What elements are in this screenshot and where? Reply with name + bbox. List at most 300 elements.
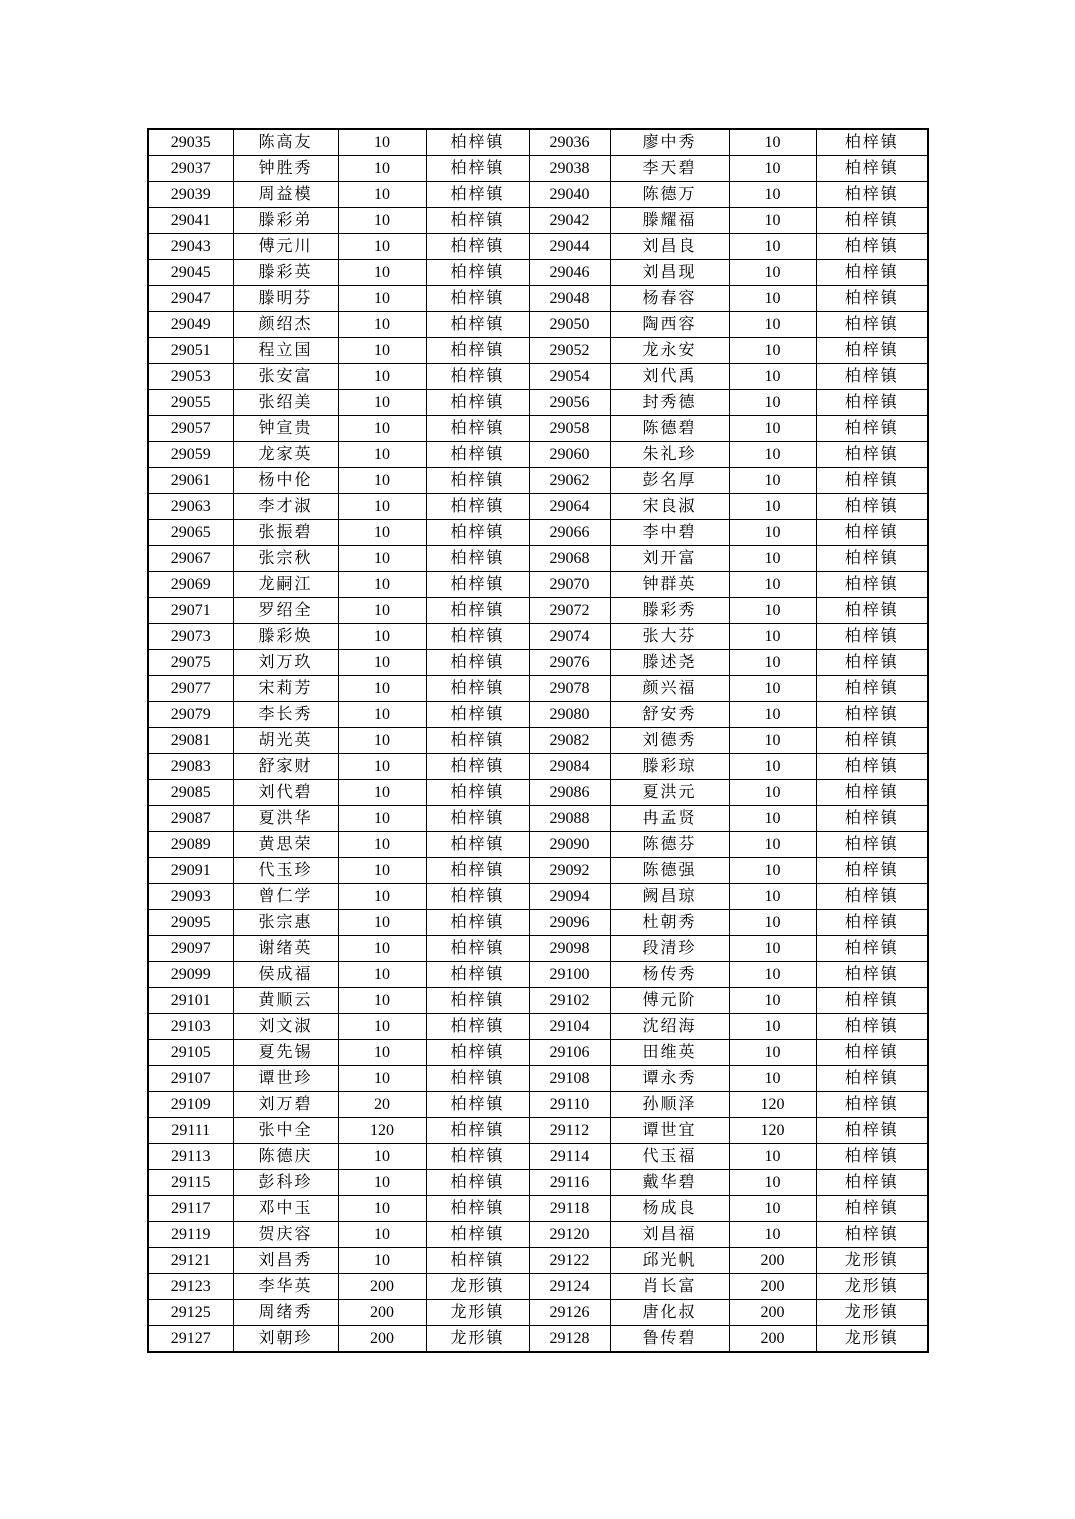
table-row (148, 988, 928, 1014)
name-cell: 滕述尧 (610, 650, 729, 676)
amount-cell: 10 (338, 1040, 426, 1066)
name-cell: 李华英 (233, 1274, 338, 1300)
town-cell: 柏梓镇 (816, 962, 928, 988)
amount-cell: 200 (729, 1326, 816, 1353)
id-cell: 29080 (529, 702, 610, 728)
id-cell: 29088 (529, 806, 610, 832)
town-cell: 柏梓镇 (426, 1118, 529, 1144)
amount-cell: 10 (729, 1222, 816, 1248)
name-cell: 舒家财 (233, 754, 338, 780)
id-cell: 29038 (529, 156, 610, 182)
table-row (148, 1014, 928, 1040)
id-cell: 29079 (148, 702, 233, 728)
id-cell: 29123 (148, 1274, 233, 1300)
amount-cell: 10 (338, 208, 426, 234)
town-cell: 柏梓镇 (426, 780, 529, 806)
town-cell: 柏梓镇 (816, 754, 928, 780)
id-cell: 29082 (529, 728, 610, 754)
name-cell: 周绪秀 (233, 1300, 338, 1326)
town-cell: 柏梓镇 (426, 520, 529, 546)
amount-cell: 10 (729, 1040, 816, 1066)
name-cell: 李长秀 (233, 702, 338, 728)
name-cell: 胡光英 (233, 728, 338, 754)
town-cell: 柏梓镇 (426, 442, 529, 468)
id-cell: 29119 (148, 1222, 233, 1248)
amount-cell: 10 (338, 338, 426, 364)
town-cell: 龙形镇 (816, 1274, 928, 1300)
town-cell: 柏梓镇 (426, 1092, 529, 1118)
name-cell: 沈绍海 (610, 1014, 729, 1040)
table-row (148, 182, 928, 208)
amount-cell: 10 (338, 520, 426, 546)
id-cell: 29075 (148, 650, 233, 676)
id-cell: 29122 (529, 1248, 610, 1274)
amount-cell: 10 (729, 1066, 816, 1092)
town-cell: 柏梓镇 (426, 546, 529, 572)
amount-cell: 10 (729, 884, 816, 910)
id-cell: 29099 (148, 962, 233, 988)
name-cell: 肖长富 (610, 1274, 729, 1300)
id-cell: 29062 (529, 468, 610, 494)
town-cell: 柏梓镇 (816, 572, 928, 598)
amount-cell: 10 (338, 650, 426, 676)
table-row (148, 1092, 928, 1118)
id-cell: 29055 (148, 390, 233, 416)
id-cell: 29069 (148, 572, 233, 598)
town-cell: 柏梓镇 (426, 624, 529, 650)
name-cell: 李天碧 (610, 156, 729, 182)
amount-cell: 10 (729, 650, 816, 676)
amount-cell: 10 (729, 468, 816, 494)
id-cell: 29104 (529, 1014, 610, 1040)
amount-cell: 10 (338, 312, 426, 338)
town-cell: 柏梓镇 (816, 1118, 928, 1144)
town-cell: 柏梓镇 (426, 910, 529, 936)
id-cell: 29083 (148, 754, 233, 780)
name-cell: 颜绍杰 (233, 312, 338, 338)
name-cell: 刘昌秀 (233, 1248, 338, 1274)
town-cell: 柏梓镇 (816, 182, 928, 208)
town-cell: 柏梓镇 (426, 364, 529, 390)
name-cell: 刘万碧 (233, 1092, 338, 1118)
table-row (148, 364, 928, 390)
amount-cell: 10 (729, 390, 816, 416)
town-cell: 龙形镇 (426, 1300, 529, 1326)
town-cell: 柏梓镇 (426, 702, 529, 728)
amount-cell: 10 (338, 182, 426, 208)
id-cell: 29107 (148, 1066, 233, 1092)
town-cell: 柏梓镇 (816, 494, 928, 520)
amount-cell: 10 (729, 520, 816, 546)
name-cell: 钟胜秀 (233, 156, 338, 182)
amount-cell: 10 (338, 416, 426, 442)
table-row (148, 884, 928, 910)
amount-cell: 10 (729, 546, 816, 572)
name-cell: 程立国 (233, 338, 338, 364)
amount-cell: 10 (729, 442, 816, 468)
table-row (148, 858, 928, 884)
town-cell: 柏梓镇 (816, 390, 928, 416)
town-cell: 柏梓镇 (816, 442, 928, 468)
town-cell: 柏梓镇 (816, 208, 928, 234)
name-cell: 田维英 (610, 1040, 729, 1066)
name-cell: 龙家英 (233, 442, 338, 468)
town-cell: 龙形镇 (816, 1326, 928, 1353)
id-cell: 29036 (529, 129, 610, 156)
name-cell: 彭科珍 (233, 1170, 338, 1196)
table-row (148, 962, 928, 988)
table-row (148, 728, 928, 754)
amount-cell: 10 (729, 1144, 816, 1170)
town-cell: 柏梓镇 (426, 1040, 529, 1066)
name-cell: 滕彩英 (233, 260, 338, 286)
town-cell: 柏梓镇 (816, 129, 928, 156)
id-cell: 29076 (529, 650, 610, 676)
name-cell: 滕明芬 (233, 286, 338, 312)
town-cell: 柏梓镇 (426, 754, 529, 780)
town-cell: 柏梓镇 (426, 1066, 529, 1092)
id-cell: 29126 (529, 1300, 610, 1326)
id-cell: 29115 (148, 1170, 233, 1196)
table-row (148, 910, 928, 936)
amount-cell: 10 (338, 754, 426, 780)
town-cell: 柏梓镇 (426, 572, 529, 598)
amount-cell: 20 (338, 1092, 426, 1118)
town-cell: 柏梓镇 (426, 260, 529, 286)
town-cell: 柏梓镇 (816, 858, 928, 884)
amount-cell: 10 (729, 754, 816, 780)
amount-cell: 10 (338, 1196, 426, 1222)
amount-cell: 10 (338, 234, 426, 260)
amount-cell: 10 (338, 390, 426, 416)
amount-cell: 10 (729, 1170, 816, 1196)
name-cell: 曾仁学 (233, 884, 338, 910)
town-cell: 柏梓镇 (816, 546, 928, 572)
amount-cell: 10 (729, 129, 816, 156)
name-cell: 罗绍全 (233, 598, 338, 624)
amount-cell: 10 (729, 364, 816, 390)
table-row (148, 936, 928, 962)
id-cell: 29056 (529, 390, 610, 416)
town-cell: 柏梓镇 (426, 1144, 529, 1170)
amount-cell: 10 (338, 1014, 426, 1040)
town-cell: 柏梓镇 (426, 208, 529, 234)
id-cell: 29097 (148, 936, 233, 962)
table-row (148, 1144, 928, 1170)
table-row (148, 624, 928, 650)
name-cell: 钟群英 (610, 572, 729, 598)
town-cell: 柏梓镇 (816, 234, 928, 260)
town-cell: 柏梓镇 (816, 936, 928, 962)
town-cell: 柏梓镇 (426, 390, 529, 416)
name-cell: 廖中秀 (610, 129, 729, 156)
name-cell: 阙昌琼 (610, 884, 729, 910)
amount-cell: 10 (338, 468, 426, 494)
name-cell: 邱光帆 (610, 1248, 729, 1274)
name-cell: 黄思荣 (233, 832, 338, 858)
id-cell: 29078 (529, 676, 610, 702)
name-cell: 陶西容 (610, 312, 729, 338)
town-cell: 龙形镇 (816, 1300, 928, 1326)
name-cell: 代玉珍 (233, 858, 338, 884)
id-cell: 29066 (529, 520, 610, 546)
table-row (148, 260, 928, 286)
name-cell: 侯成福 (233, 962, 338, 988)
name-cell: 陈高友 (233, 129, 338, 156)
id-cell: 29117 (148, 1196, 233, 1222)
town-cell: 柏梓镇 (816, 1092, 928, 1118)
id-cell: 29043 (148, 234, 233, 260)
id-cell: 29120 (529, 1222, 610, 1248)
id-cell: 29125 (148, 1300, 233, 1326)
amount-cell: 200 (338, 1300, 426, 1326)
amount-cell: 10 (338, 494, 426, 520)
table-row (148, 572, 928, 598)
table-row (148, 676, 928, 702)
roster-table (147, 128, 929, 1353)
amount-cell: 10 (338, 884, 426, 910)
name-cell: 陈德强 (610, 858, 729, 884)
table-row (148, 494, 928, 520)
table-row (148, 1222, 928, 1248)
town-cell: 柏梓镇 (816, 338, 928, 364)
name-cell: 龙永安 (610, 338, 729, 364)
table-row (148, 702, 928, 728)
id-cell: 29074 (529, 624, 610, 650)
amount-cell: 10 (729, 936, 816, 962)
amount-cell: 10 (338, 624, 426, 650)
id-cell: 29035 (148, 129, 233, 156)
id-cell: 29128 (529, 1326, 610, 1353)
amount-cell: 10 (338, 286, 426, 312)
id-cell: 29071 (148, 598, 233, 624)
amount-cell: 10 (338, 780, 426, 806)
name-cell: 张振碧 (233, 520, 338, 546)
id-cell: 29077 (148, 676, 233, 702)
table-row (148, 468, 928, 494)
id-cell: 29054 (529, 364, 610, 390)
town-cell: 柏梓镇 (816, 312, 928, 338)
table-row (148, 520, 928, 546)
amount-cell: 10 (338, 728, 426, 754)
name-cell: 滕彩琼 (610, 754, 729, 780)
name-cell: 傅元川 (233, 234, 338, 260)
town-cell: 柏梓镇 (816, 910, 928, 936)
table-row (148, 832, 928, 858)
town-cell: 柏梓镇 (816, 156, 928, 182)
name-cell: 孙顺泽 (610, 1092, 729, 1118)
id-cell: 29106 (529, 1040, 610, 1066)
town-cell: 柏梓镇 (426, 468, 529, 494)
town-cell: 柏梓镇 (816, 884, 928, 910)
amount-cell: 10 (338, 702, 426, 728)
amount-cell: 10 (338, 676, 426, 702)
amount-cell: 10 (729, 234, 816, 260)
name-cell: 谭世珍 (233, 1066, 338, 1092)
town-cell: 柏梓镇 (816, 416, 928, 442)
amount-cell: 10 (729, 988, 816, 1014)
town-cell: 龙形镇 (426, 1274, 529, 1300)
amount-cell: 200 (729, 1300, 816, 1326)
amount-cell: 10 (338, 260, 426, 286)
amount-cell: 10 (338, 910, 426, 936)
town-cell: 柏梓镇 (426, 156, 529, 182)
amount-cell: 10 (729, 182, 816, 208)
town-cell: 柏梓镇 (816, 468, 928, 494)
id-cell: 29087 (148, 806, 233, 832)
name-cell: 舒安秀 (610, 702, 729, 728)
id-cell: 29092 (529, 858, 610, 884)
name-cell: 黄顺云 (233, 988, 338, 1014)
id-cell: 29112 (529, 1118, 610, 1144)
town-cell: 柏梓镇 (426, 728, 529, 754)
amount-cell: 10 (338, 1248, 426, 1274)
amount-cell: 10 (729, 702, 816, 728)
amount-cell: 120 (338, 1118, 426, 1144)
name-cell: 朱礼珍 (610, 442, 729, 468)
id-cell: 29116 (529, 1170, 610, 1196)
name-cell: 刘代禹 (610, 364, 729, 390)
table-row (148, 546, 928, 572)
name-cell: 刘开富 (610, 546, 729, 572)
town-cell: 柏梓镇 (816, 598, 928, 624)
town-cell: 柏梓镇 (426, 806, 529, 832)
id-cell: 29046 (529, 260, 610, 286)
amount-cell: 120 (729, 1118, 816, 1144)
name-cell: 封秀德 (610, 390, 729, 416)
town-cell: 柏梓镇 (816, 988, 928, 1014)
table-row (148, 1248, 928, 1274)
id-cell: 29118 (529, 1196, 610, 1222)
town-cell: 柏梓镇 (816, 832, 928, 858)
table-row (148, 806, 928, 832)
name-cell: 谭永秀 (610, 1066, 729, 1092)
town-cell: 柏梓镇 (426, 1170, 529, 1196)
amount-cell: 10 (729, 286, 816, 312)
name-cell: 杨传秀 (610, 962, 729, 988)
name-cell: 滕彩弟 (233, 208, 338, 234)
amount-cell: 10 (338, 832, 426, 858)
table-row (148, 1066, 928, 1092)
name-cell: 刘昌现 (610, 260, 729, 286)
table-row (148, 156, 928, 182)
amount-cell: 10 (729, 910, 816, 936)
id-cell: 29052 (529, 338, 610, 364)
town-cell: 柏梓镇 (816, 520, 928, 546)
amount-cell: 10 (729, 780, 816, 806)
id-cell: 29127 (148, 1326, 233, 1353)
id-cell: 29109 (148, 1092, 233, 1118)
id-cell: 29064 (529, 494, 610, 520)
town-cell: 柏梓镇 (426, 676, 529, 702)
town-cell: 柏梓镇 (426, 858, 529, 884)
table-row (148, 1326, 928, 1353)
town-cell: 柏梓镇 (816, 650, 928, 676)
town-cell: 柏梓镇 (816, 676, 928, 702)
table-row (148, 416, 928, 442)
id-cell: 29111 (148, 1118, 233, 1144)
name-cell: 刘文淑 (233, 1014, 338, 1040)
town-cell: 柏梓镇 (426, 129, 529, 156)
name-cell: 杜朝秀 (610, 910, 729, 936)
id-cell: 29063 (148, 494, 233, 520)
amount-cell: 200 (338, 1274, 426, 1300)
name-cell: 滕彩秀 (610, 598, 729, 624)
name-cell: 滕彩焕 (233, 624, 338, 650)
town-cell: 柏梓镇 (426, 598, 529, 624)
amount-cell: 10 (338, 962, 426, 988)
name-cell: 杨中伦 (233, 468, 338, 494)
id-cell: 29121 (148, 1248, 233, 1274)
id-cell: 29049 (148, 312, 233, 338)
id-cell: 29060 (529, 442, 610, 468)
amount-cell: 10 (338, 1066, 426, 1092)
id-cell: 29059 (148, 442, 233, 468)
amount-cell: 10 (338, 364, 426, 390)
town-cell: 柏梓镇 (816, 1170, 928, 1196)
name-cell: 刘德秀 (610, 728, 729, 754)
table-row (148, 650, 928, 676)
town-cell: 柏梓镇 (426, 988, 529, 1014)
id-cell: 29070 (529, 572, 610, 598)
table-row (148, 312, 928, 338)
id-cell: 29053 (148, 364, 233, 390)
amount-cell: 120 (729, 1092, 816, 1118)
id-cell: 29110 (529, 1092, 610, 1118)
amount-cell: 200 (338, 1326, 426, 1353)
id-cell: 29067 (148, 546, 233, 572)
id-cell: 29093 (148, 884, 233, 910)
town-cell: 柏梓镇 (426, 884, 529, 910)
id-cell: 29081 (148, 728, 233, 754)
table-row (148, 442, 928, 468)
amount-cell: 10 (338, 442, 426, 468)
id-cell: 29101 (148, 988, 233, 1014)
amount-cell: 10 (729, 1014, 816, 1040)
id-cell: 29095 (148, 910, 233, 936)
table-row (148, 338, 928, 364)
amount-cell: 10 (338, 1222, 426, 1248)
town-cell: 柏梓镇 (426, 1196, 529, 1222)
town-cell: 柏梓镇 (816, 1222, 928, 1248)
name-cell: 陈德芬 (610, 832, 729, 858)
town-cell: 柏梓镇 (426, 494, 529, 520)
town-cell: 柏梓镇 (426, 416, 529, 442)
id-cell: 29045 (148, 260, 233, 286)
town-cell: 柏梓镇 (816, 1014, 928, 1040)
name-cell: 颜兴福 (610, 676, 729, 702)
town-cell: 柏梓镇 (426, 286, 529, 312)
town-cell: 柏梓镇 (816, 1144, 928, 1170)
town-cell: 柏梓镇 (426, 312, 529, 338)
town-cell: 柏梓镇 (426, 182, 529, 208)
amount-cell: 10 (729, 416, 816, 442)
amount-cell: 10 (729, 208, 816, 234)
id-cell: 29113 (148, 1144, 233, 1170)
name-cell: 滕耀福 (610, 208, 729, 234)
amount-cell: 10 (338, 1144, 426, 1170)
table-row (148, 1040, 928, 1066)
amount-cell: 200 (729, 1248, 816, 1274)
id-cell: 29057 (148, 416, 233, 442)
id-cell: 29096 (529, 910, 610, 936)
town-cell: 柏梓镇 (816, 1196, 928, 1222)
id-cell: 29058 (529, 416, 610, 442)
town-cell: 柏梓镇 (816, 1040, 928, 1066)
amount-cell: 10 (338, 988, 426, 1014)
amount-cell: 10 (338, 806, 426, 832)
amount-cell: 10 (338, 546, 426, 572)
